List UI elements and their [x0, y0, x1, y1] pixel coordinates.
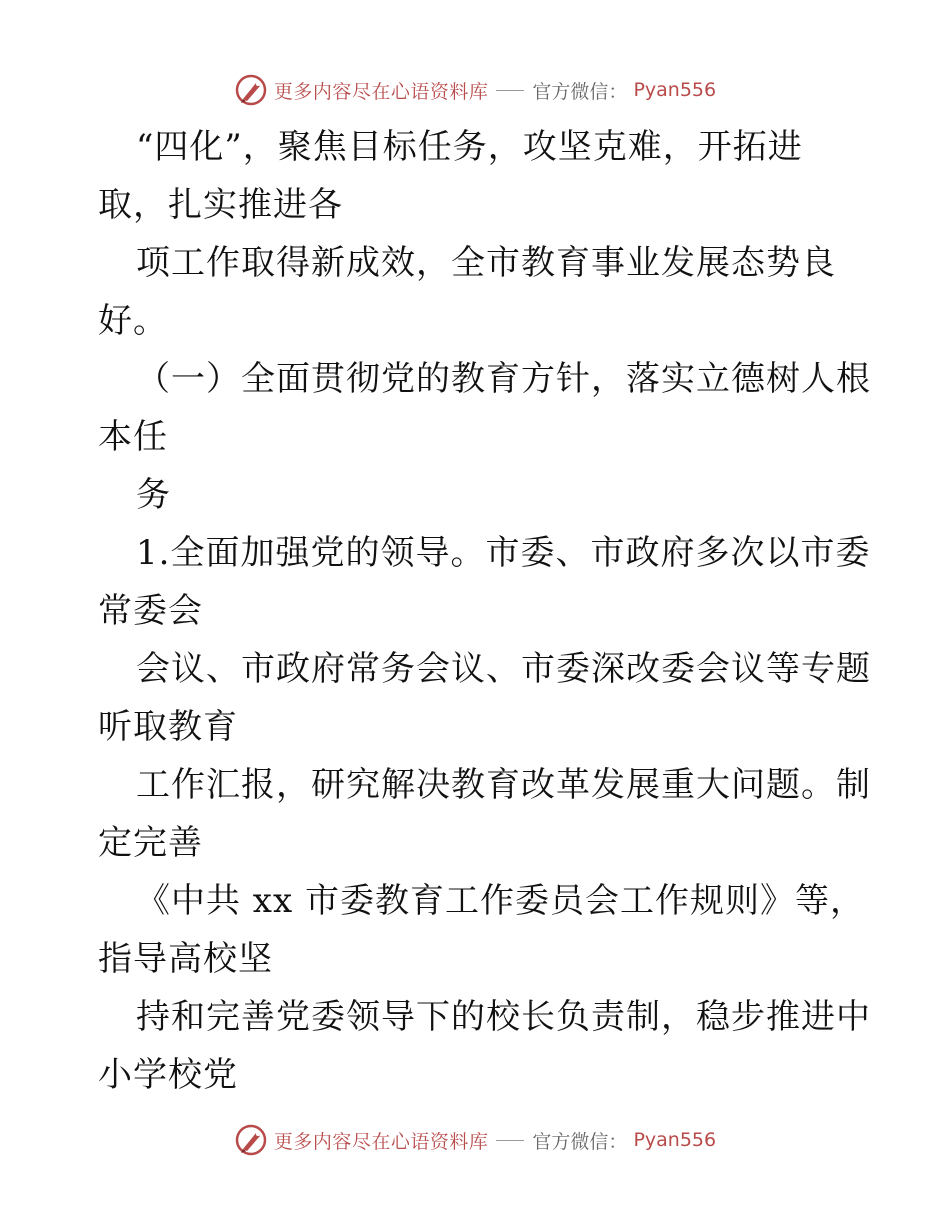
header-watermark: [0, 70, 950, 110]
watermark-wechat-label: 官方微信：: [532, 80, 628, 103]
footer-watermark: [0, 1120, 950, 1160]
section-heading: （一）全面贯彻党的教育方针，落实立德树人根: [136, 359, 871, 399]
watermark-wechat-id: Pyan556: [633, 1129, 717, 1151]
text-line: 指导高校坚: [98, 939, 273, 979]
text-line: 取，扎实推进各: [98, 185, 343, 225]
text-line: 小学校党: [98, 1055, 238, 1095]
text-line: 定完善: [98, 823, 203, 863]
text-line: 《中共 xx 市委教育工作委员会工作规则》等，: [136, 881, 865, 921]
text-line: 1.全面加强党的领导。市委、市政府多次以市委: [136, 533, 871, 573]
watermark-dash: [496, 90, 524, 91]
watermark-wechat-id: Pyan556: [633, 79, 717, 101]
document-body: [98, 118, 871, 1104]
watermark-wechat-label: 官方微信：: [532, 1130, 628, 1153]
section-heading: 本任: [98, 417, 168, 457]
text-line: “四化”，聚焦目标任务，攻坚克难，开拓进: [136, 127, 803, 167]
text-line: 好。: [98, 301, 168, 341]
watermark-text: 更多内容尽在心语资料库: [273, 1130, 489, 1153]
text-line: 常委会: [98, 591, 203, 631]
text-line: 工作汇报，研究解决教育改革发展重大问题。制: [136, 765, 871, 805]
pen-logo-icon: [234, 1123, 268, 1157]
text-line: 会议、市政府常务会议、市委深改委会议等专题: [136, 649, 871, 689]
pen-logo-icon: [234, 73, 268, 107]
section-heading: 务: [136, 475, 171, 515]
watermark-dash: [496, 1140, 524, 1141]
watermark-text: 更多内容尽在心语资料库: [273, 80, 489, 103]
text-line: 听取教育: [98, 707, 238, 747]
text-line: 项工作取得新成效，全市教育事业发展态势良: [136, 243, 836, 283]
text-line: 持和完善党委领导下的校长负责制，稳步推进中: [136, 997, 871, 1037]
